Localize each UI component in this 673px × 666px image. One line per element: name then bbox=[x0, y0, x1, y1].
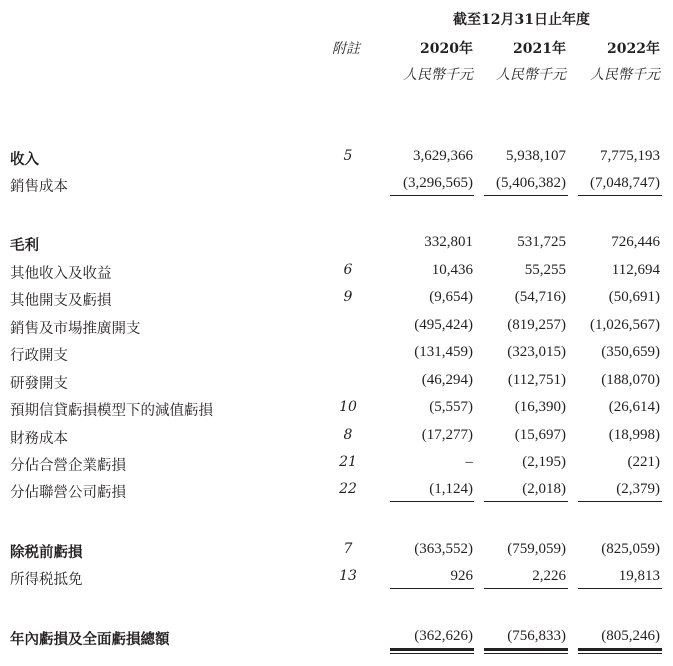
row-value-2020: (495,424) bbox=[414, 317, 473, 333]
row-note: 10 bbox=[339, 399, 357, 415]
row-value-2020: (131,459) bbox=[414, 344, 473, 360]
row-value-2021: 2,226 bbox=[532, 568, 566, 584]
row-value-2022: (1,026,567) bbox=[590, 317, 660, 333]
row-value-2021: (5,406,382) bbox=[496, 175, 566, 191]
row-label-other-expenses: 其他開支及虧損 bbox=[10, 293, 112, 309]
period-heading: 截至12月31日止年度 bbox=[453, 12, 590, 28]
row-value-2021: 531,725 bbox=[517, 234, 566, 250]
row-value-2020: 926 bbox=[450, 568, 473, 584]
row-value-2022: 112,694 bbox=[611, 262, 660, 278]
subtotal-rule bbox=[390, 588, 474, 589]
row-value-2021: (15,697) bbox=[514, 427, 566, 443]
row-note: 22 bbox=[339, 481, 357, 497]
row-label-administrative: 行政開支 bbox=[10, 348, 68, 364]
row-label-research-development: 研發開支 bbox=[10, 376, 68, 392]
subtotal-rule bbox=[484, 588, 568, 589]
row-note: 13 bbox=[339, 568, 357, 584]
row-value-2022: 726,446 bbox=[611, 234, 660, 250]
row-value-2021: (819,257) bbox=[507, 317, 566, 333]
row-value-2022: (188,070) bbox=[601, 372, 660, 388]
subtotal-rule bbox=[578, 195, 662, 196]
row-label-selling-marketing: 銷售及市場推廣開支 bbox=[10, 321, 141, 337]
total-double-rule bbox=[390, 653, 474, 654]
row-label-impairment-losses: 預期信貸虧損模型下的減值虧損 bbox=[10, 403, 213, 419]
row-value-2021: (16,390) bbox=[514, 399, 566, 415]
year-heading-2021: 2021年 bbox=[513, 41, 566, 57]
total-double-rule bbox=[390, 648, 474, 651]
row-value-2021: 55,255 bbox=[524, 262, 566, 278]
row-label-income-tax-credit: 所得税抵免 bbox=[10, 572, 83, 588]
row-label-share-of-jv-losses: 分佔合營企業虧損 bbox=[10, 458, 126, 474]
total-double-rule bbox=[578, 653, 662, 654]
row-value-2020: (9,654) bbox=[429, 289, 473, 305]
row-note: 8 bbox=[343, 427, 353, 443]
total-double-rule bbox=[578, 648, 662, 651]
row-note: 7 bbox=[343, 541, 353, 557]
row-value-2022: (221) bbox=[627, 454, 660, 470]
row-value-2021: (323,015) bbox=[507, 344, 566, 360]
row-value-2021: (759,059) bbox=[507, 541, 566, 557]
row-label-finance-costs: 財務成本 bbox=[10, 431, 68, 447]
row-note: 5 bbox=[343, 148, 353, 164]
row-label-share-of-associate-losses: 分佔聯營公司虧損 bbox=[10, 485, 126, 501]
unit-label-2022: 人民幣千元 bbox=[590, 67, 660, 83]
row-note: 9 bbox=[343, 289, 353, 305]
row-value-2021: (112,751) bbox=[507, 372, 566, 388]
total-double-rule bbox=[484, 648, 568, 651]
row-value-2021: (54,716) bbox=[514, 289, 566, 305]
row-note: 6 bbox=[343, 262, 353, 278]
row-value-2022: (18,998) bbox=[608, 427, 660, 443]
row-value-2022: (26,614) bbox=[608, 399, 660, 415]
row-value-2022: (825,059) bbox=[601, 541, 660, 557]
year-heading-2020: 2020年 bbox=[420, 41, 473, 57]
row-value-2022: 7,775,193 bbox=[600, 148, 660, 164]
row-value-2020: 3,629,366 bbox=[413, 148, 473, 164]
row-value-2020: 332,801 bbox=[424, 234, 473, 250]
row-value-2022: (50,691) bbox=[608, 289, 660, 305]
row-value-2020: (3,296,565) bbox=[403, 175, 473, 191]
row-label-revenue: 收入 bbox=[10, 151, 39, 168]
row-value-2020: (17,277) bbox=[421, 427, 473, 443]
row-value-2021: (756,833) bbox=[507, 628, 566, 644]
row-value-2021: (2,018) bbox=[522, 481, 566, 497]
unit-label-2020: 人民幣千元 bbox=[403, 67, 473, 83]
row-value-2022: (805,246) bbox=[601, 628, 660, 644]
row-value-2021: (2,195) bbox=[522, 454, 566, 470]
row-value-2022: (2,379) bbox=[616, 481, 660, 497]
row-value-2022: 19,813 bbox=[618, 568, 660, 584]
year-heading-2022: 2022年 bbox=[607, 41, 660, 57]
row-value-2020: (46,294) bbox=[421, 372, 473, 388]
row-value-2020: (5,557) bbox=[429, 399, 473, 415]
row-value-2020: (362,626) bbox=[414, 628, 473, 644]
row-value-2022: (350,659) bbox=[601, 344, 660, 360]
total-double-rule bbox=[484, 653, 568, 654]
row-label-gross-profit: 毛利 bbox=[10, 237, 39, 254]
subtotal-rule bbox=[390, 501, 474, 502]
row-value-2020: (1,124) bbox=[429, 481, 473, 497]
row-label-total-comprehensive-loss: 年內虧損及全面虧損總額 bbox=[10, 631, 170, 648]
row-value-2020: (363,552) bbox=[414, 541, 473, 557]
subtotal-rule bbox=[578, 501, 662, 502]
row-value-2022: (7,048,747) bbox=[590, 175, 660, 191]
row-value-2020: – bbox=[465, 454, 473, 470]
subtotal-rule bbox=[484, 501, 568, 502]
row-value-2021: 5,938,107 bbox=[506, 148, 566, 164]
notes-column-heading: 附註 bbox=[332, 41, 360, 57]
subtotal-rule bbox=[578, 588, 662, 589]
subtotal-rule bbox=[484, 195, 568, 196]
row-value-2020: 10,436 bbox=[431, 262, 473, 278]
subtotal-rule bbox=[390, 195, 474, 196]
row-note: 21 bbox=[339, 454, 357, 470]
row-label-cost-of-sales: 銷售成本 bbox=[10, 179, 68, 195]
unit-label-2021: 人民幣千元 bbox=[496, 67, 566, 83]
row-label-other-income: 其他收入及收益 bbox=[10, 266, 112, 282]
row-label-loss-before-tax: 除税前虧損 bbox=[10, 544, 83, 561]
